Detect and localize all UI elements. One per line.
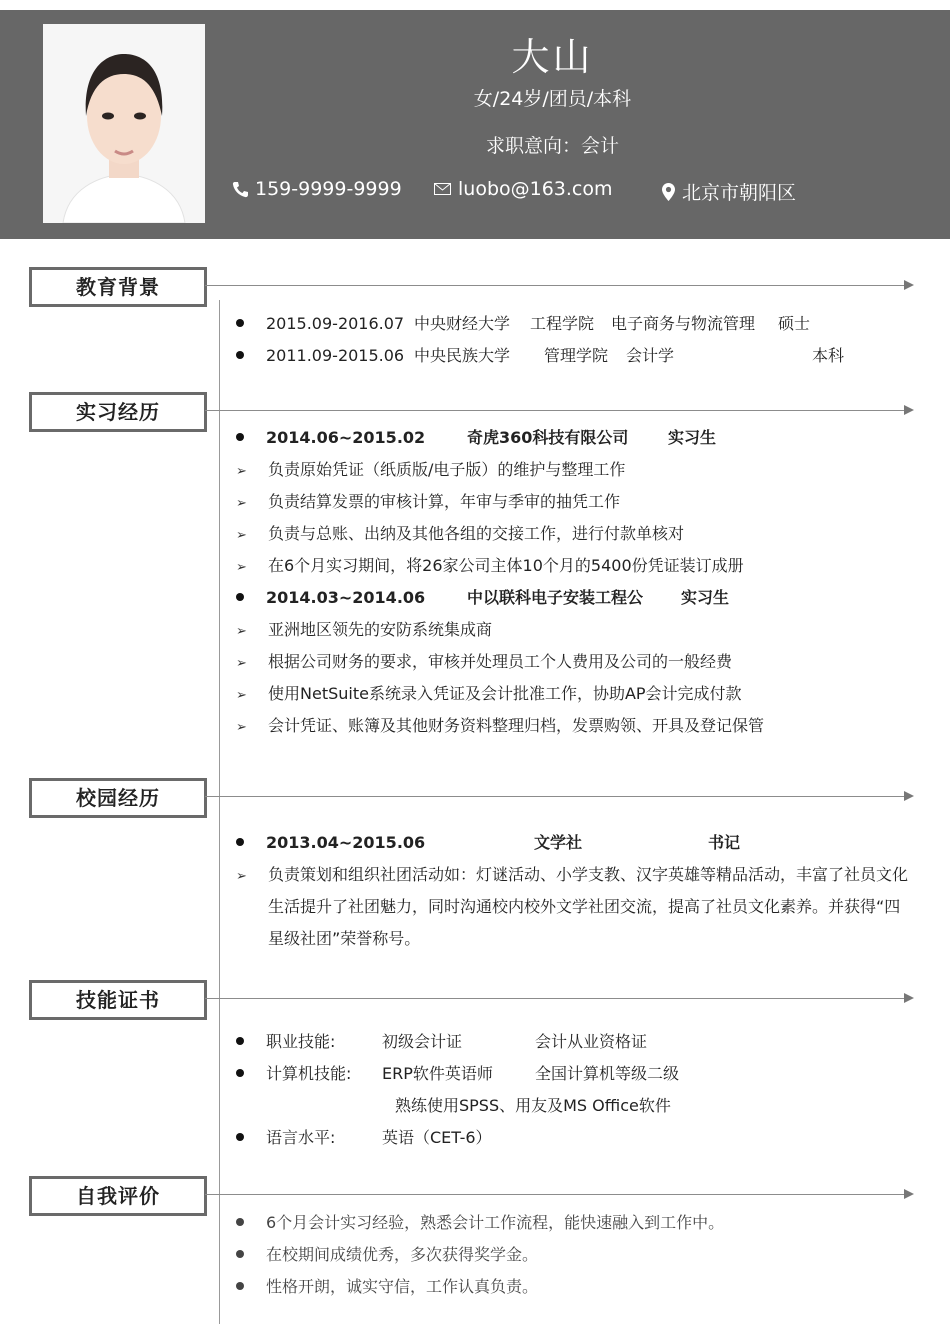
bullet-dot xyxy=(236,1037,244,1045)
profile-photo xyxy=(43,24,205,223)
duty-item: ➢ 负责与总账、出纳及其他各组的交接工作，进行付款单核对 xyxy=(236,524,684,546)
phone-icon xyxy=(232,181,248,198)
bullet-dot xyxy=(236,1133,244,1141)
job-heading: 2014.06~2015.02 奇虎360科技有限公司 实习生 xyxy=(236,428,716,448)
self-eval-item: 6个月会计实习经验，熟悉会计工作流程，能快速融入到工作中。 xyxy=(236,1213,724,1233)
education-row: 2015.09-2016.07 中央财经大学 工程学院 电子商务与物流管理 硕士 xyxy=(236,314,810,334)
section-title-education: 教育背景 xyxy=(29,267,207,307)
section-divider xyxy=(205,410,905,411)
contact-email xyxy=(434,178,613,200)
bullet-dot xyxy=(236,1218,244,1226)
arrowhead-bullet-icon: ➢ xyxy=(236,869,247,884)
duty-item: ➢ 使用NetSuite系统录入凭证及会计批准工作，协助AP会计完成付款 xyxy=(236,684,742,706)
contact-phone xyxy=(232,178,402,200)
bullet-dot xyxy=(236,1282,244,1290)
arrowhead-bullet-icon: ➢ xyxy=(236,656,247,671)
arrow-right-icon xyxy=(904,405,914,415)
campus-description: 负责策划和组织社团活动如：灯谜活动、小学支教、汉字英雄等精品活动，丰富了社员文化生活提升了社团魅力，同时沟通校内校外文学社团交流，提高了社员文化素养。并获得“四星级社团”荣誉称号。 xyxy=(268,865,909,948)
contact-location xyxy=(662,178,796,205)
bullet-dot xyxy=(236,838,244,846)
section-title-skills: 技能证书 xyxy=(29,980,207,1020)
location-text: 北京市朝阳区 xyxy=(682,182,797,204)
duty-item: ➢ 负责原始凭证（纸质版/电子版）的维护与整理工作 xyxy=(236,460,625,482)
bullet-dot xyxy=(236,433,244,441)
email-address: luobo@163.com xyxy=(458,178,613,200)
campus-desc-bullet xyxy=(236,865,268,887)
arrow-right-icon xyxy=(904,791,914,801)
arrow-right-icon xyxy=(904,993,914,1003)
skill-row-computer-extra: 熟练使用SPSS、用友及MS Office软件 xyxy=(395,1096,671,1115)
phone-number: 159-9999-9999 xyxy=(255,178,402,200)
campus-heading: 2013.04~2015.06 文学社 书记 xyxy=(236,833,740,853)
section-title-internship: 实习经历 xyxy=(29,392,207,432)
bullet-dot xyxy=(236,1250,244,1258)
section-divider xyxy=(205,796,905,797)
section-title-self-eval: 自我评价 xyxy=(29,1176,207,1216)
section-divider xyxy=(205,1194,905,1195)
arrowhead-bullet-icon: ➢ xyxy=(236,688,247,703)
arrowhead-bullet-icon: ➢ xyxy=(236,496,247,511)
bullet-dot xyxy=(236,593,244,601)
section-divider xyxy=(205,998,905,999)
arrowhead-bullet-icon: ➢ xyxy=(236,720,247,735)
duty-item: ➢ 根据公司财务的要求，审核并处理员工个人费用及公司的一般经费 xyxy=(236,652,732,674)
location-pin-icon xyxy=(662,183,675,201)
duty-item: ➢ 负责结算发票的审核计算，年审与季审的抽凭工作 xyxy=(236,492,620,514)
bullet-dot xyxy=(236,1069,244,1077)
arrow-right-icon xyxy=(904,280,914,290)
basic-info: 女/24岁/团员/本科 xyxy=(473,88,632,110)
arrowhead-bullet-icon: ➢ xyxy=(236,624,247,639)
bullet-dot xyxy=(236,351,244,359)
candidate-name: 大山 xyxy=(511,35,594,79)
duty-item: ➢ 在6个月实习期间，将26家公司主体10个月的5400份凭证装订成册 xyxy=(236,556,744,578)
arrowhead-bullet-icon: ➢ xyxy=(236,464,247,479)
envelope-icon xyxy=(434,183,451,195)
timeline-spine xyxy=(219,300,220,1324)
job-intent: 求职意向：会计 xyxy=(485,135,619,157)
bullet-dot xyxy=(236,319,244,327)
arrowhead-bullet-icon: ➢ xyxy=(236,528,247,543)
section-title-campus: 校园经历 xyxy=(29,778,207,818)
self-eval-item: 性格开朗，诚实守信，工作认真负责。 xyxy=(236,1277,538,1297)
skill-row-language: 语言水平: 英语（CET-6） xyxy=(236,1128,492,1148)
duty-item: ➢ 会计凭证、账簿及其他财务资料整理归档，发票购领、开具及登记保管 xyxy=(236,716,764,738)
education-row: 2011.09-2015.06 中央民族大学 管理学院 会计学 本科 xyxy=(236,346,844,366)
skill-row-computer: 计算机技能: ERP软件英语师 全国计算机等级二级 xyxy=(236,1064,679,1084)
skill-row-professional: 职业技能: 初级会计证 会计从业资格证 xyxy=(236,1032,647,1052)
section-divider xyxy=(205,285,905,286)
duty-item: ➢ 亚洲地区领先的安防系统集成商 xyxy=(236,620,492,642)
job-heading: 2014.03~2014.06 中以联科电子安装工程公 实习生 xyxy=(236,588,729,608)
self-eval-item: 在校期间成绩优秀，多次获得奖学金。 xyxy=(236,1245,538,1265)
arrowhead-bullet-icon: ➢ xyxy=(236,560,247,575)
arrow-right-icon xyxy=(904,1189,914,1199)
